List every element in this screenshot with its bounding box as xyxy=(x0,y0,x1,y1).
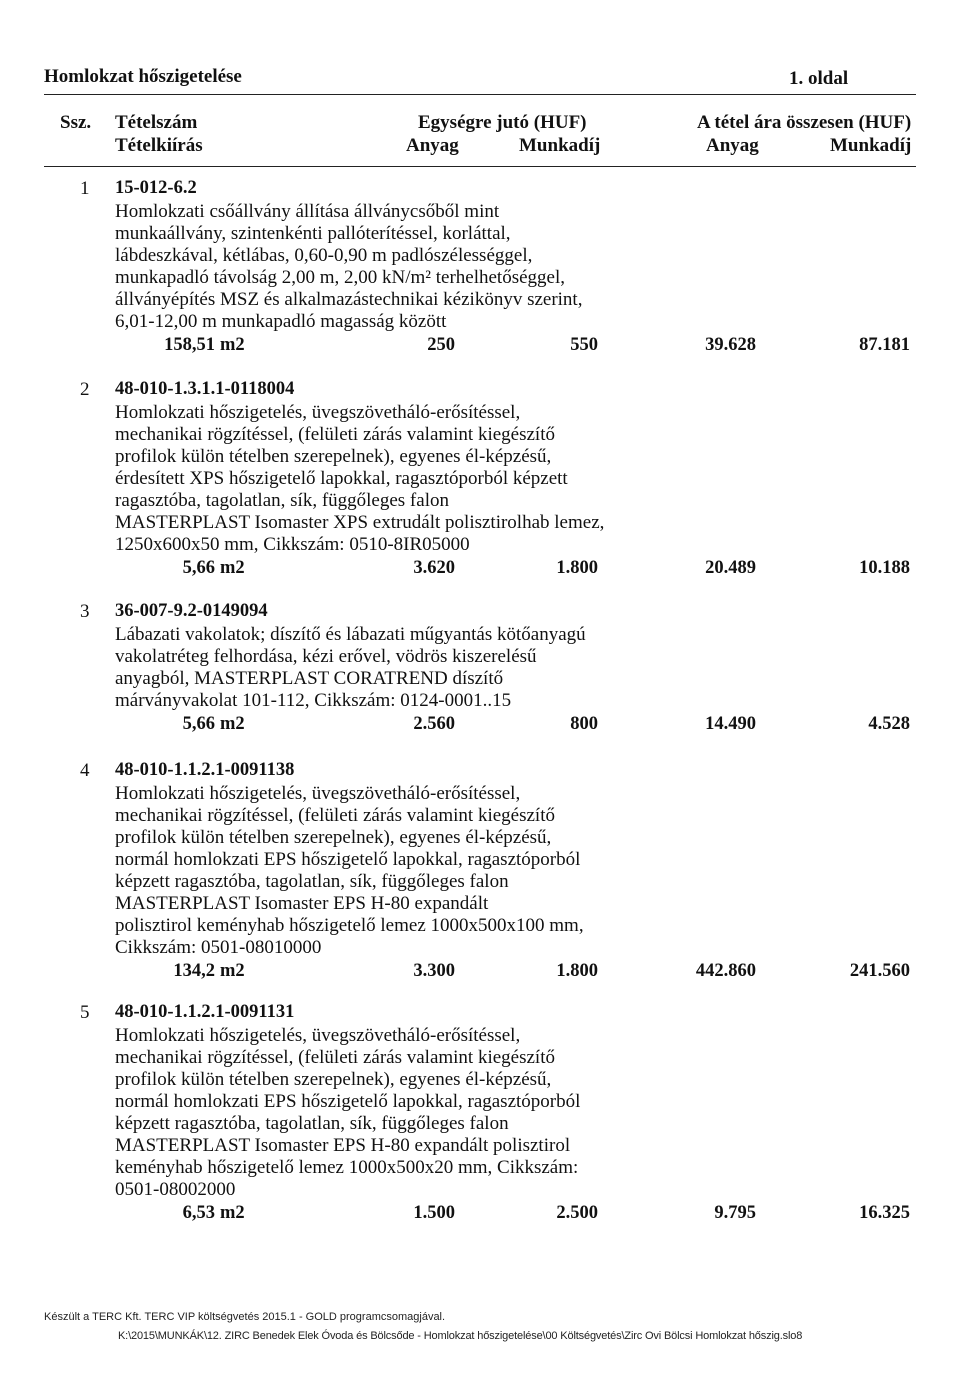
item-code: 48-010-1.3.1.1-0118004 xyxy=(115,379,295,399)
col-ssz: Ssz. xyxy=(60,112,92,133)
unit-labor-price: 2.500 xyxy=(556,1203,598,1223)
item-description-line: MASTERPLAST Isomaster EPS H-80 expandált polisztirol xyxy=(115,1135,571,1156)
item-quantity: 134,2 xyxy=(173,961,215,981)
item-description xyxy=(115,402,675,556)
col-unit-anyag: Anyag xyxy=(406,135,459,156)
item-description-line: képzett ragasztóba, tagolatlan, sík, függőleges falon xyxy=(115,1113,509,1134)
footer-credit: Készült a TERC Kft. TERC VIP költségvetés 2015.1 - GOLD programcsomagjával. xyxy=(44,1311,446,1323)
item-description-line: profilok külön tételben szerepelnek), egyenes él-képzésű, xyxy=(115,1069,552,1090)
total-labor-price: 87.181 xyxy=(859,335,910,355)
col-total-munkadij: Munkadíj xyxy=(830,135,912,156)
item-description-line: 6,01-12,00 m munkapadló magasság között xyxy=(115,311,447,332)
unit-labor-price: 1.800 xyxy=(556,558,598,578)
item-unit: m2 xyxy=(220,1203,245,1223)
unit-material-price: 3.620 xyxy=(413,558,455,578)
item-quantity: 5,66 xyxy=(182,558,215,578)
item-description-line: lábdeszkával, kétlábas, 0,60-0,90 m padlószélességgel, xyxy=(115,245,533,266)
item-unit: m2 xyxy=(220,558,245,578)
item-description-line: profilok külön tételben szerepelnek), egyenes él-képzésű, xyxy=(115,446,552,467)
item-description-line: polisztirol keményhab hőszigetelő lemez 1000x500x100 mm, xyxy=(115,915,584,936)
item-description-line: Lábazati vakolatok; díszítő és lábazati műgyantás kötőanyagú xyxy=(115,624,586,645)
item-description-line: ragasztóba, tagolatlan, sík, függőleges falon xyxy=(115,490,449,511)
item-description-line: Homlokzati hőszigetelés, üvegszövetháló-erősítéssel, xyxy=(115,783,521,804)
unit-material-price: 2.560 xyxy=(413,714,455,734)
item-description-line: 0501-08002000 xyxy=(115,1179,236,1200)
column-header-divider xyxy=(44,166,916,167)
item-unit: m2 xyxy=(220,961,245,981)
item-description-line: MASTERPLAST Isomaster EPS H-80 expandált xyxy=(115,893,489,914)
item-quantity: 158,51 xyxy=(164,335,215,355)
header-divider xyxy=(44,94,916,95)
item-description-line: anyagból, MASTERPLAST CORATREND díszítő xyxy=(115,668,504,689)
item-description xyxy=(115,783,675,959)
item-number: 5 xyxy=(80,1002,90,1023)
item-code: 15-012-6.2 xyxy=(115,178,197,198)
item-description-line: 1250x600x50 mm, Cikkszám: 0510-8IR05000 xyxy=(115,534,470,555)
item-description-line: mechanikai rögzítéssel, (felületi zárás valamint kiegészítő xyxy=(115,1047,555,1068)
unit-material-price: 250 xyxy=(427,335,455,355)
item-description-line: MASTERPLAST Isomaster XPS extrudált polisztirolhab lemez, xyxy=(115,512,605,533)
item-description-line: munkapadló távolság 2,00 m, 2,00 kN/m² terhelhetőséggel, xyxy=(115,267,565,288)
footer-filepath: K:\2015\MUNKÁK\12. ZIRC Benedek Elek Óvoda és Bölcsőde - Homlokzat hőszigetelése\00 Költségvetés\Zirc Ovi Bölcsi Homlokzat hőszig.slo8 xyxy=(118,1330,803,1342)
item-description-line: Cikkszám: 0501-08010000 xyxy=(115,937,322,958)
item-description xyxy=(115,201,675,333)
item-description-line: normál homlokzati EPS hőszigetelő lapokkal, ragasztóporból xyxy=(115,1091,581,1112)
unit-labor-price: 550 xyxy=(570,335,598,355)
total-material-price: 14.490 xyxy=(705,714,756,734)
col-total-anyag: Anyag xyxy=(706,135,759,156)
item-description-line: állványépítés MSZ és alkalmazástechnikai kézikönyv szerint, xyxy=(115,289,583,310)
item-number: 1 xyxy=(80,178,90,199)
item-description-line: profilok külön tételben szerepelnek), egyenes él-képzésű, xyxy=(115,827,552,848)
item-description xyxy=(115,1025,675,1201)
total-labor-price: 10.188 xyxy=(859,558,910,578)
item-number: 4 xyxy=(80,760,90,781)
item-code: 48-010-1.1.2.1-0091138 xyxy=(115,760,295,780)
item-description-line: Homlokzati hőszigetelés, üvegszövetháló-erősítéssel, xyxy=(115,402,521,423)
total-material-price: 39.628 xyxy=(705,335,756,355)
item-description-line: márványvakolat 101-112, Cikkszám: 0124-0001..15 xyxy=(115,690,512,711)
total-labor-price: 16.325 xyxy=(859,1203,910,1223)
col-unit-munkadij: Munkadíj xyxy=(519,135,601,156)
item-description-line: munkaállvány, szintenkénti pallóterítéssel, korláttal, xyxy=(115,223,511,244)
total-material-price: 20.489 xyxy=(705,558,756,578)
col-total-price: A tétel ára összesen (HUF) xyxy=(697,112,912,133)
total-labor-price: 241.560 xyxy=(849,961,910,981)
item-description-line: keményhab hőszigetelő lemez 1000x500x20 mm, Cikkszám: xyxy=(115,1157,579,1178)
col-unit-price: Egységre jutó (HUF) xyxy=(418,112,587,133)
col-tetelkiiras: Tételkiírás xyxy=(115,135,203,156)
col-tetelszam: Tételszám xyxy=(115,112,198,133)
item-description-line: mechanikai rögzítéssel, (felületi zárás valamint kiegészítő xyxy=(115,805,555,826)
item-number: 2 xyxy=(80,379,90,400)
page-number: 1. oldal xyxy=(789,68,849,89)
item-quantity: 5,66 xyxy=(182,714,215,734)
item-number: 3 xyxy=(80,601,90,622)
unit-labor-price: 1.800 xyxy=(556,961,598,981)
unit-material-price: 3.300 xyxy=(413,961,455,981)
total-labor-price: 4.528 xyxy=(868,714,910,734)
item-quantity: 6,53 xyxy=(182,1203,215,1223)
item-description-line: Homlokzati hőszigetelés, üvegszövetháló-erősítéssel, xyxy=(115,1025,521,1046)
item-description-line: vakolatréteg felhordása, kézi erővel, vödrös kiszerelésű xyxy=(115,646,537,667)
total-material-price: 9.795 xyxy=(714,1203,756,1223)
unit-labor-price: 800 xyxy=(570,714,598,734)
item-description-line: érdesített XPS hőszigetelő lapokkal, ragasztóporból képzett xyxy=(115,468,568,489)
page-title: Homlokzat hőszigetelése xyxy=(44,66,242,87)
total-material-price: 442.860 xyxy=(695,961,756,981)
item-code: 48-010-1.1.2.1-0091131 xyxy=(115,1002,295,1022)
unit-material-price: 1.500 xyxy=(413,1203,455,1223)
item-unit: m2 xyxy=(220,714,245,734)
item-description-line: normál homlokzati EPS hőszigetelő lapokkal, ragasztóporból xyxy=(115,849,581,870)
item-description xyxy=(115,624,675,712)
item-code: 36-007-9.2-0149094 xyxy=(115,601,268,621)
item-description-line: mechanikai rögzítéssel, (felületi zárás valamint kiegészítő xyxy=(115,424,555,445)
item-unit: m2 xyxy=(220,335,245,355)
item-description-line: képzett ragasztóba, tagolatlan, sík, függőleges falon xyxy=(115,871,509,892)
item-description-line: Homlokzati csőállvány állítása állványcsőből mint xyxy=(115,201,500,222)
